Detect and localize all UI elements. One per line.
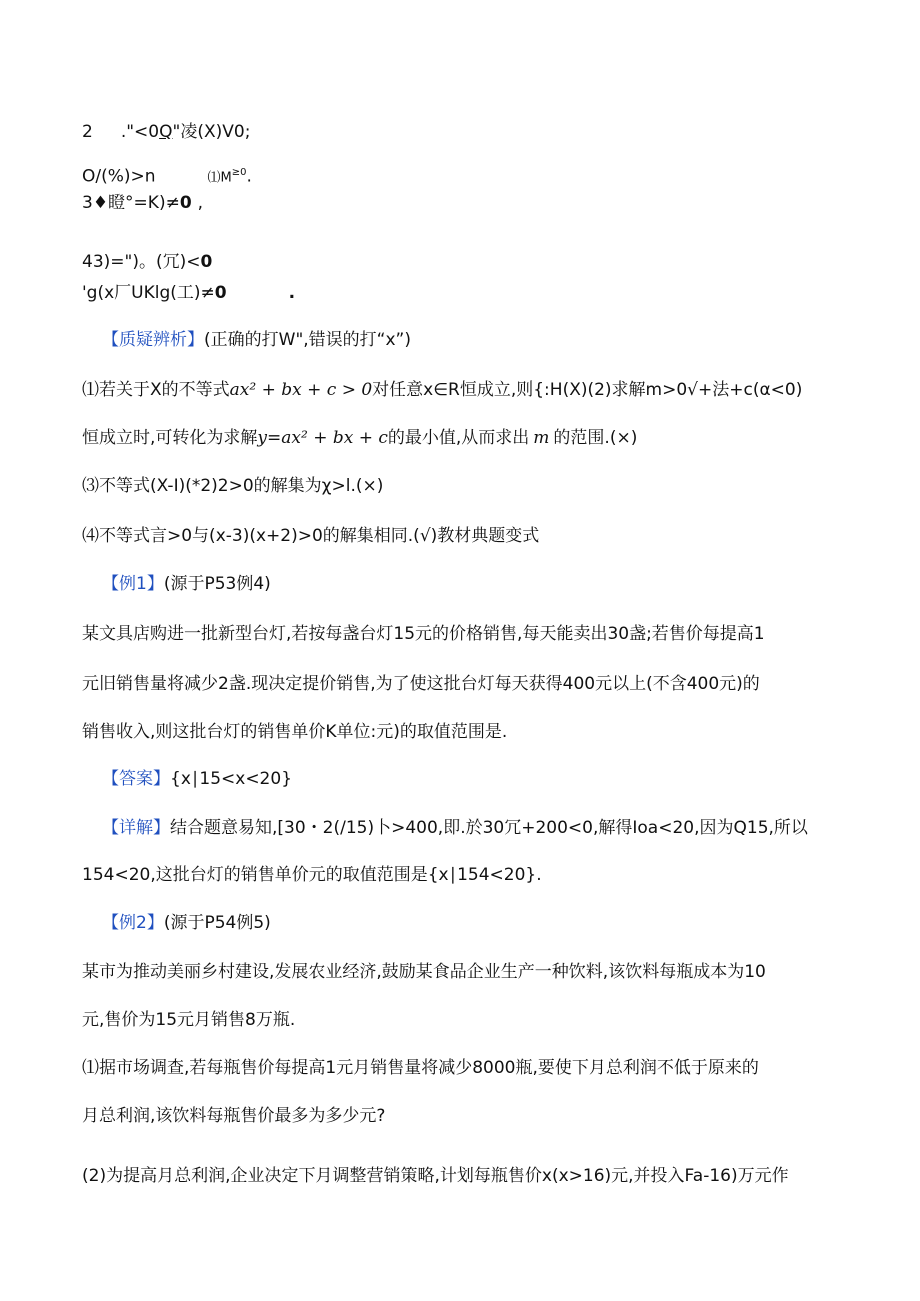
judge-heading xyxy=(102,330,411,350)
fragment-bold: . xyxy=(288,283,296,303)
fragment-text: "凌(X)V0; xyxy=(172,122,251,142)
example-2-heading xyxy=(102,913,271,933)
fragment-bold: 0 xyxy=(179,193,192,213)
detail-tag: 【详解】 xyxy=(102,818,170,838)
fragment-line-3 xyxy=(82,193,203,213)
example-1-para-2: 元旧销售量将减少2盏.现决定提价销售,为了使这批台灯每天获得400元以上(不含400元)的 xyxy=(82,674,760,694)
example-1-detail-cont: 154<20,这批台灯的销售单价元的取值范围是{x∣154<20}. xyxy=(82,865,542,885)
item-text: 的最小值,从而求出 xyxy=(387,428,530,448)
section-intro: (正确的打W",错误的打“x”) xyxy=(204,330,411,350)
example-2-para-1: 某市为推动美丽乡村建设,发展农业经济,鼓励某食品企业生产一种饮料,该饮料每瓶成本为10 xyxy=(82,962,766,982)
fragment-bold: 0 xyxy=(200,252,213,272)
item-text: ⑴若关于X的不等式 xyxy=(82,380,230,400)
fragment-text: , xyxy=(197,193,204,213)
answer-text: {x∣15<x<20} xyxy=(170,769,293,789)
fragment-text: ⑴M xyxy=(207,170,232,186)
fragment-line-1 xyxy=(82,122,250,142)
example-1-heading xyxy=(102,574,271,594)
example-tag: 【例1】 xyxy=(102,574,164,594)
formula-var: m xyxy=(533,428,550,448)
fragment-underlined: Q xyxy=(159,122,173,142)
example-source: (源于P54例5) xyxy=(163,913,271,933)
fragment-line-5 xyxy=(82,283,295,303)
detail-text: 结合题意易知,[30・2(/15)卜>400,即.於30冗+200<0,解得Ioa<20,因为Q15,所以 xyxy=(170,818,808,838)
fragment-line-4 xyxy=(82,252,212,272)
example-1-answer xyxy=(102,769,292,789)
judge-item-1 xyxy=(82,380,802,400)
fragment-text: 43)=")。(冗)< xyxy=(82,252,201,272)
example-1-para-1: 某文具店购进一批新型台灯,若按每盏台灯15元的价格销售,每天能卖出30盏;若售价每提高1 xyxy=(82,624,765,644)
fragment-text: . xyxy=(246,166,252,187)
judge-item-4: ⑷不等式言>0与(x-3)(x+2)>0的解集相同.(√)教材典题变式 xyxy=(82,526,540,546)
fragment-text: 3♦瞪°=K)≠ xyxy=(82,193,180,213)
item-text: 对任意x∈R恒成立,则{:H(X)(2)求解m>0√+法+c(α<0) xyxy=(372,380,803,400)
fragment-line-2 xyxy=(82,163,252,189)
example-2-para-2: 元,售价为15元月销售8万瓶. xyxy=(82,1010,296,1030)
fragment-text: ."<0 xyxy=(120,122,160,142)
fragment-bold: 0 xyxy=(214,283,227,303)
example-source: (源于P53例4) xyxy=(163,574,271,594)
item-text: 恒成立时,可转化为求解 xyxy=(82,428,258,448)
formula: y=ax² + bx + c xyxy=(257,428,388,448)
example-2-question-2: (2)为提高月总利润,企业决定下月调整营销策略,计划每瓶售价x(x>16)元,并投入Fa-16)万元作 xyxy=(82,1166,789,1186)
judge-item-1-cont xyxy=(82,428,637,448)
formula: ax² + bx + c > 0 xyxy=(229,380,373,400)
example-tag: 【例2】 xyxy=(102,913,164,933)
fragment-text: 'g(x厂UKlg(工)≠ xyxy=(82,283,215,303)
example-1-para-3: 销售收入,则这批台灯的销售单价K单位:元)的取值范围是. xyxy=(82,722,508,742)
example-2-question-1: ⑴据市场调查,若每瓶售价每提高1元月销售量将减少8000瓶,要使下月总利润不低于原来的 xyxy=(82,1058,759,1078)
judge-item-3: ⑶不等式(X-I)(*2)2>0的解集为χ>l.(×) xyxy=(82,476,384,496)
fragment-text: O/(%)>n xyxy=(82,166,156,187)
section-tag: 【质疑辨析】 xyxy=(102,330,204,350)
fragment-superscript: ≥0 xyxy=(231,167,247,178)
example-2-question-1-cont: 月总利润,该饮料每瓶售价最多为多少元? xyxy=(82,1106,386,1126)
answer-tag: 【答案】 xyxy=(102,769,170,789)
item-text: 的范围.(×) xyxy=(553,428,638,448)
fragment-number: 2 xyxy=(82,122,93,142)
example-1-detail xyxy=(102,818,808,838)
